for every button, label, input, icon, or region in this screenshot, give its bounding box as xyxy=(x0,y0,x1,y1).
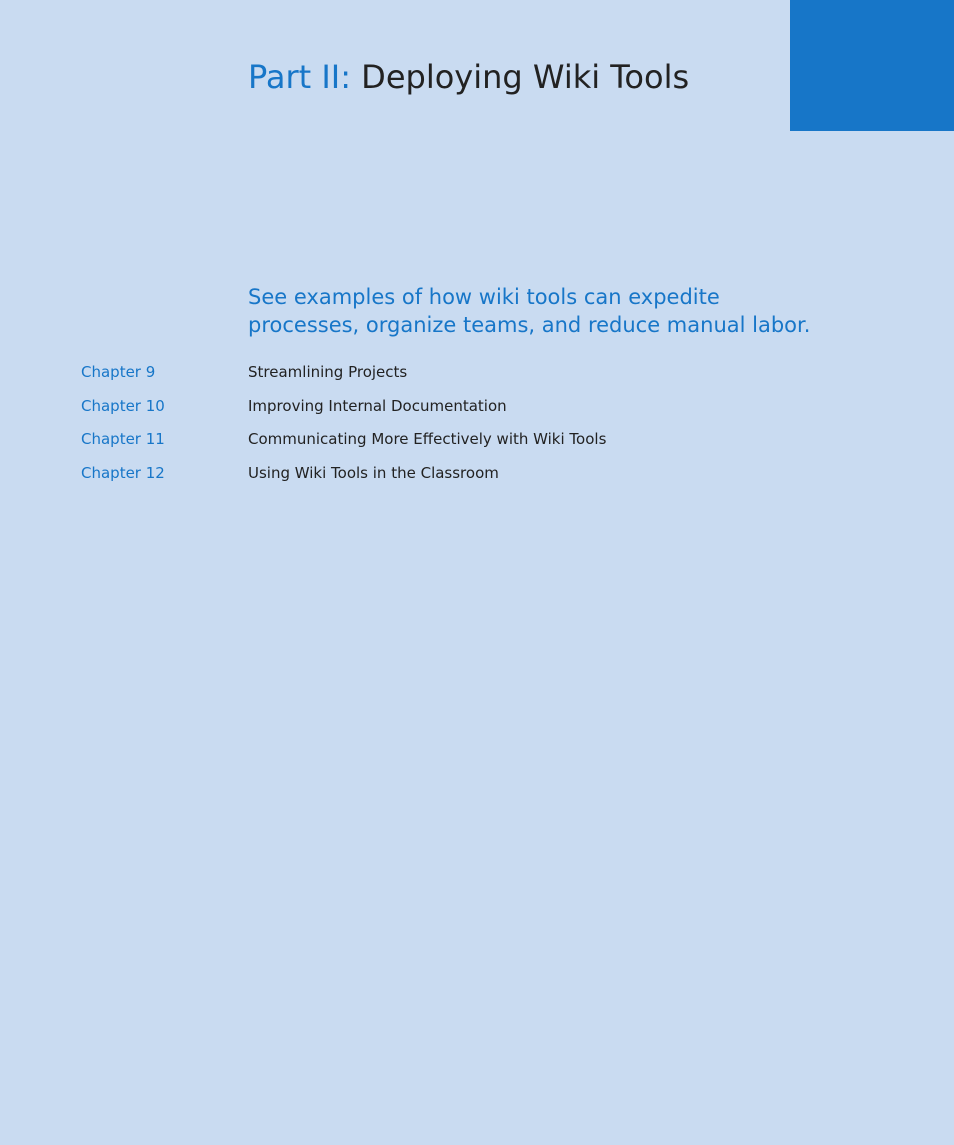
chapter-row xyxy=(0,360,954,394)
part-title: Deploying Wiki Tools xyxy=(361,58,690,96)
chapter-number: Chapter 12 xyxy=(81,463,165,482)
part-label: Part II: xyxy=(248,58,351,96)
chapter-title: Streamlining Projects xyxy=(248,363,408,381)
chapter-row xyxy=(0,394,954,428)
chapter-number: Chapter 11 xyxy=(81,430,165,449)
chapter-title: Using Wiki Tools in the Classroom xyxy=(248,463,499,482)
chapter-title: Improving Internal Documentation xyxy=(248,396,507,415)
chapter-number: Chapter 10 xyxy=(81,396,165,415)
part-heading xyxy=(248,56,689,98)
chapter-title: Communicating More Effectively with Wiki Tools xyxy=(248,430,607,449)
chapter-number: Chapter 9 xyxy=(81,363,156,381)
chapter-row xyxy=(0,427,954,461)
part-intro: See examples of how wiki tools can expedite processes, organize teams, and reduce manual labor. xyxy=(248,285,811,337)
chapter-row xyxy=(0,461,954,495)
part-number-tab xyxy=(790,0,954,131)
chapter-list xyxy=(0,360,954,494)
